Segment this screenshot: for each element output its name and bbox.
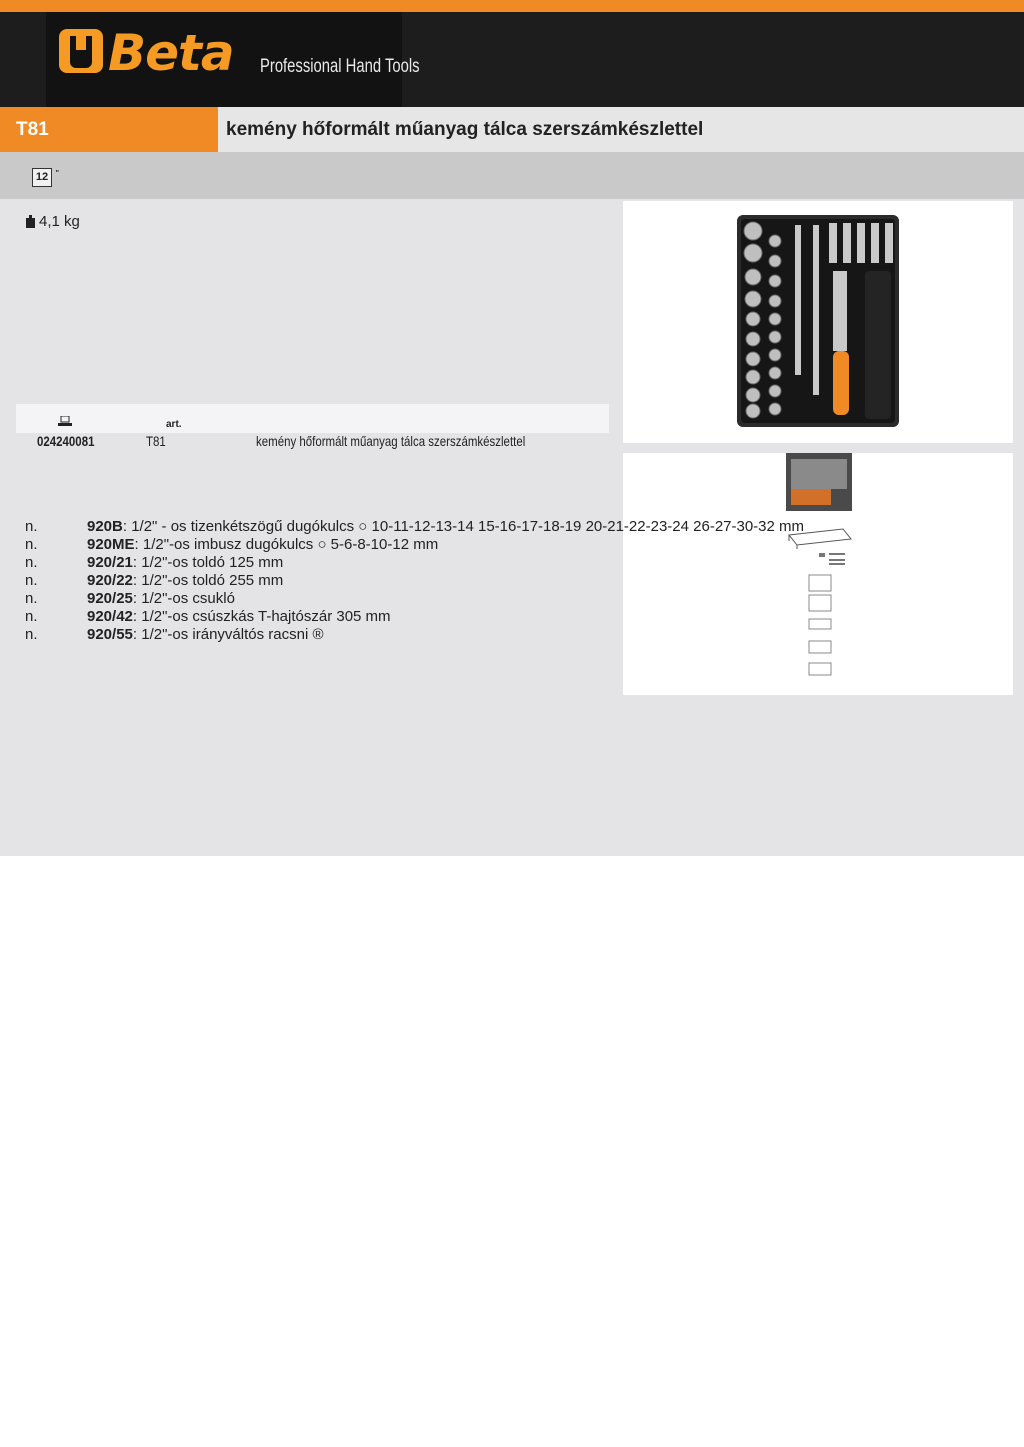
weight-value: 4,1 kg [39, 213, 80, 230]
tray-drawings-image [623, 453, 1013, 695]
item-code: 920B [87, 518, 123, 535]
item-description: : 1/2"-os irányváltós racsni ® [132, 626, 324, 643]
product-drawings [623, 453, 1013, 695]
article-table-header [16, 404, 609, 433]
item-quantity-label: n. [25, 536, 38, 553]
item-code: 920/42 [87, 608, 133, 625]
item-quantity-label: n. [25, 590, 38, 607]
item-description: : 1/2"-os csúszkás T-hajtószár 305 mm [132, 608, 391, 625]
product-title: kemény hőformált műanyag tálca szerszámkészlettel [226, 119, 704, 140]
item-code: 920/22 [87, 572, 133, 589]
item-description: : 1/2"-os imbusz dugókulcs ○ 5-6-8-10-12 mm [134, 536, 439, 553]
item-quantity-label: n. [25, 608, 38, 625]
article-code-cell: 024240081 [37, 433, 95, 449]
item-code: 920/21 [87, 554, 133, 571]
product-photo-tray [623, 201, 1013, 443]
barcode-icon [58, 416, 72, 426]
accent-stripe [0, 0, 1024, 12]
item-description: : 1/2" - os tizenkétszögű dugókulcs ○ 10-11-12-13-14 15-16-17-18-19 20-21-22-23-24 26-27-30-32 mm [122, 518, 805, 535]
item-description: : 1/2"-os toldó 125 mm [132, 554, 284, 571]
item-code: 920/55 [87, 626, 133, 643]
article-art-cell: T81 [146, 433, 166, 449]
product-code-box [0, 107, 218, 152]
square-drive-icon: 12 " [32, 168, 52, 187]
article-description-cell: kemény hőformált műanyag tálca szerszámkészlettel [256, 433, 526, 449]
item-quantity-label: n. [25, 518, 38, 535]
art-column-header: art. [166, 419, 182, 430]
wrench-logo-icon [58, 28, 104, 74]
item-code: 920/25 [87, 590, 133, 607]
item-description: : 1/2"-os csukló [132, 590, 235, 607]
logo-tagline: Professional Hand Tools [260, 56, 420, 77]
weight-info [26, 213, 80, 230]
logo-wordmark: Beta [108, 24, 234, 82]
item-code: 920ME [87, 536, 135, 553]
title-bar [0, 107, 1024, 152]
brand-header [0, 12, 1024, 107]
item-quantity-label: n. [25, 572, 38, 589]
beta-logo [46, 12, 420, 107]
item-description: : 1/2"-os toldó 255 mm [132, 572, 284, 589]
weight-icon [26, 215, 35, 228]
tool-tray-image [623, 201, 1013, 443]
drive-size-label: 12 [35, 171, 49, 183]
product-code: T81 [16, 119, 49, 140]
item-quantity-label: n. [25, 626, 38, 643]
spec-icon-bar [0, 152, 1024, 199]
item-quantity-label: n. [25, 554, 38, 571]
